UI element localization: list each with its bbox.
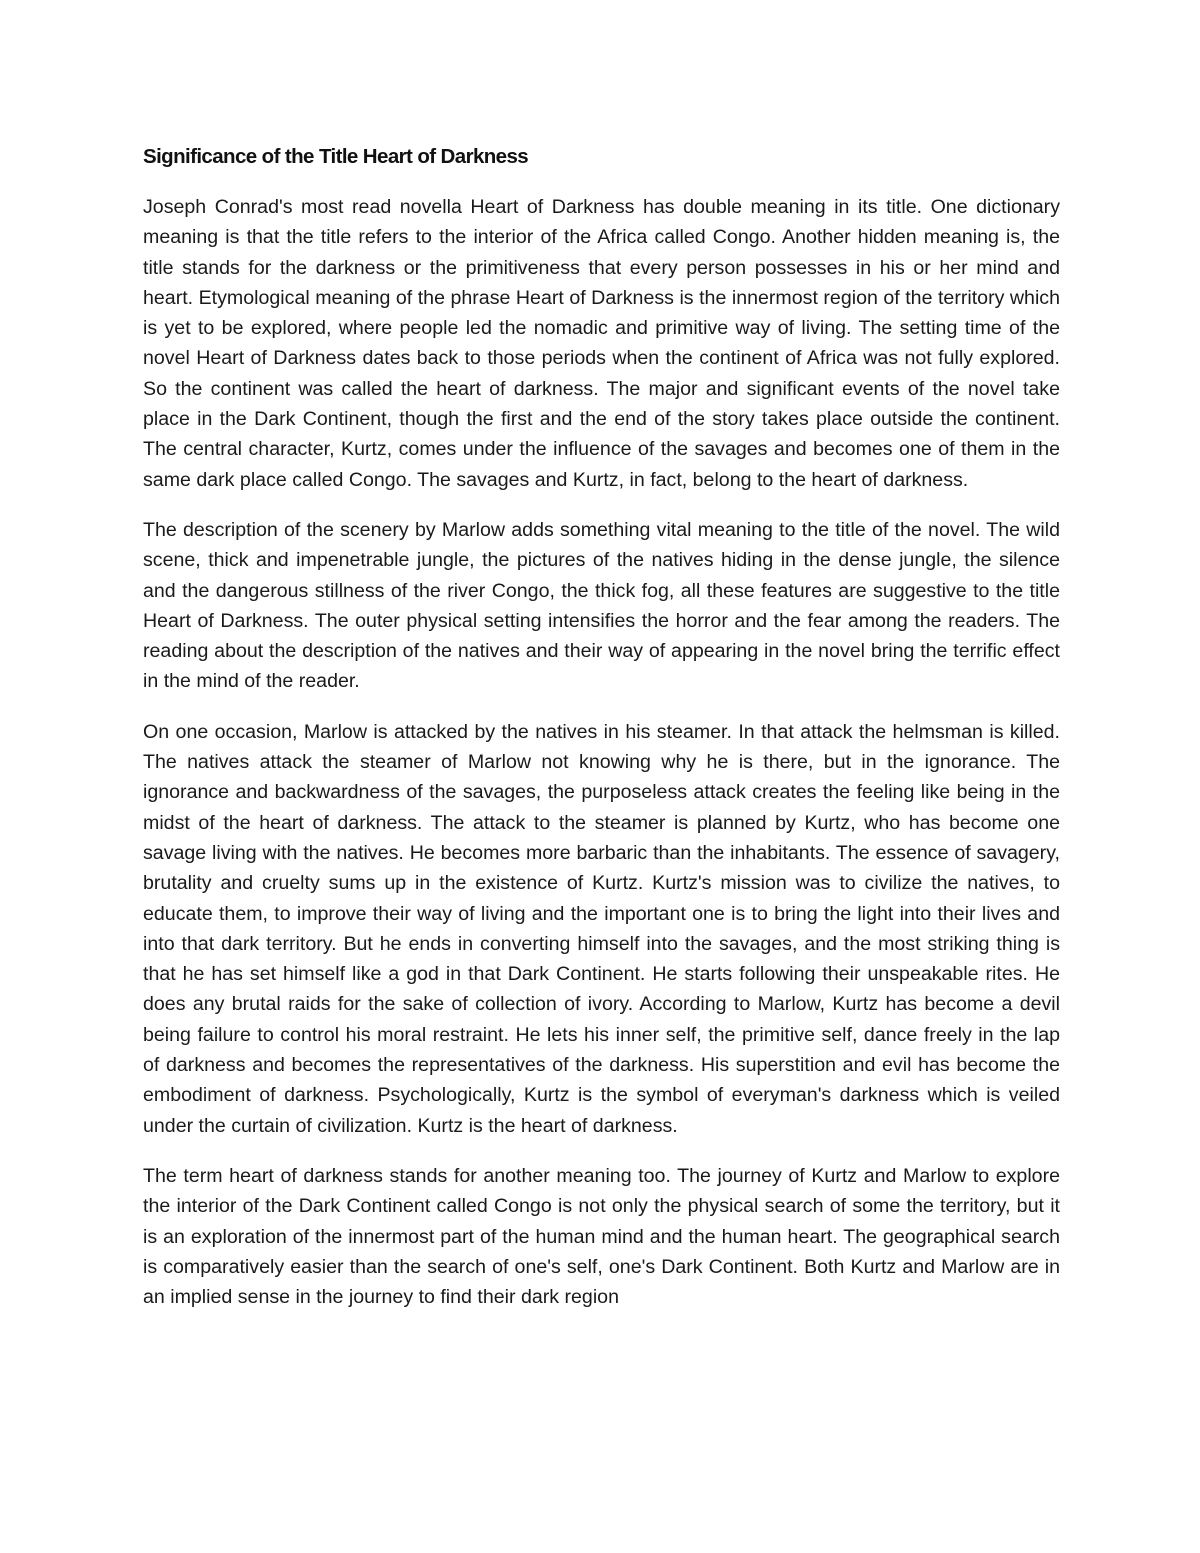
paragraph: On one occasion, Marlow is attacked by the natives in his steamer. In that attack the helmsman is killed. The natives attack the steamer of Marlow not knowing why he is there, but in the ignorance. The ignorance and backwardness of the savages, the purposeless attack creates the feeling like being in the midst of the heart of darkness. The attack to the steamer is planned by Kurtz, who has become one savage living with the natives. He becomes more barbaric than the inhabitants. The essence of savagery, brutality and cruelty sums up in the existence of Kurtz. Kurtz's mission was to civilize the natives, to educate them, to improve their way of living and the important one is to bring the light into their lives and into that dark territory. But he ends in converting himself into the savages, and the most striking thing is that he has set himself like a god in that Dark Continent. He starts following their unspeakable rites. He does any brutal raids for the sake of collection of ivory. According to Marlow, Kurtz has become a devil being failure to control his moral restraint. He lets his inner self, the primitive self, dance freely in the lap of darkness and becomes the representatives of the darkness. His superstition and evil has become the embodiment of darkness. Psychologically, Kurtz is the symbol of everyman's darkness which is veiled under the curtain of civilization. Kurtz is the heart of darkness. <box>143 720 1060 1137</box>
paragraph: The term heart of darkness stands for another meaning too. The journey of Kurtz and Marlow to explore the interior of the Dark Continent called Congo is not only the physical search of some the territory, but it is an exploration of the innermost part of the human mind and the human heart. The geographical search is comparatively easier than the search of one's self, one's Dark Continent. Both Kurtz and Marlow are in an implied sense in the journey to find their dark region <box>143 1164 1060 1309</box>
document-title: Significance of the Title Heart of Darkness <box>143 145 529 168</box>
document-body <box>143 142 1060 1332</box>
paragraph: Joseph Conrad's most read novella Heart of Darkness has double meaning in its title. One dictionary meaning is that the title refers to the interior of the Africa called Congo. Another hidden meaning is, the title stands for the darkness or the primitiveness that every person possesses in his or her mind and heart. Etymological meaning of the phrase Heart of Darkness is the innermost region of the territory which is yet to be explored, where people led the nomadic and primitive way of living. The setting time of the novel Heart of Darkness dates back to those periods when the continent of Africa was not fully explored. So the continent was called the heart of darkness. The major and significant events of the novel take place in the Dark Continent, though the first and the end of the story takes place outside the continent. The central character, Kurtz, comes under the influence of the savages and becomes one of them in the same dark place called Congo. The savages and Kurtz, in fact, belong to the heart of darkness. <box>143 196 1060 491</box>
paragraph: The description of the scenery by Marlow adds something vital meaning to the title of the novel. The wild scene, thick and impenetrable jungle, the pictures of the natives hiding in the dense jungle, the silence and the dangerous stillness of the river Congo, the thick fog, all these features are suggestive to the title Heart of Darkness. The outer physical setting intensifies the horror and the fear among the readers. The reading about the description of the natives and their way of appearing in the novel bring the terrific effect in the mind of the reader. <box>143 518 1060 693</box>
